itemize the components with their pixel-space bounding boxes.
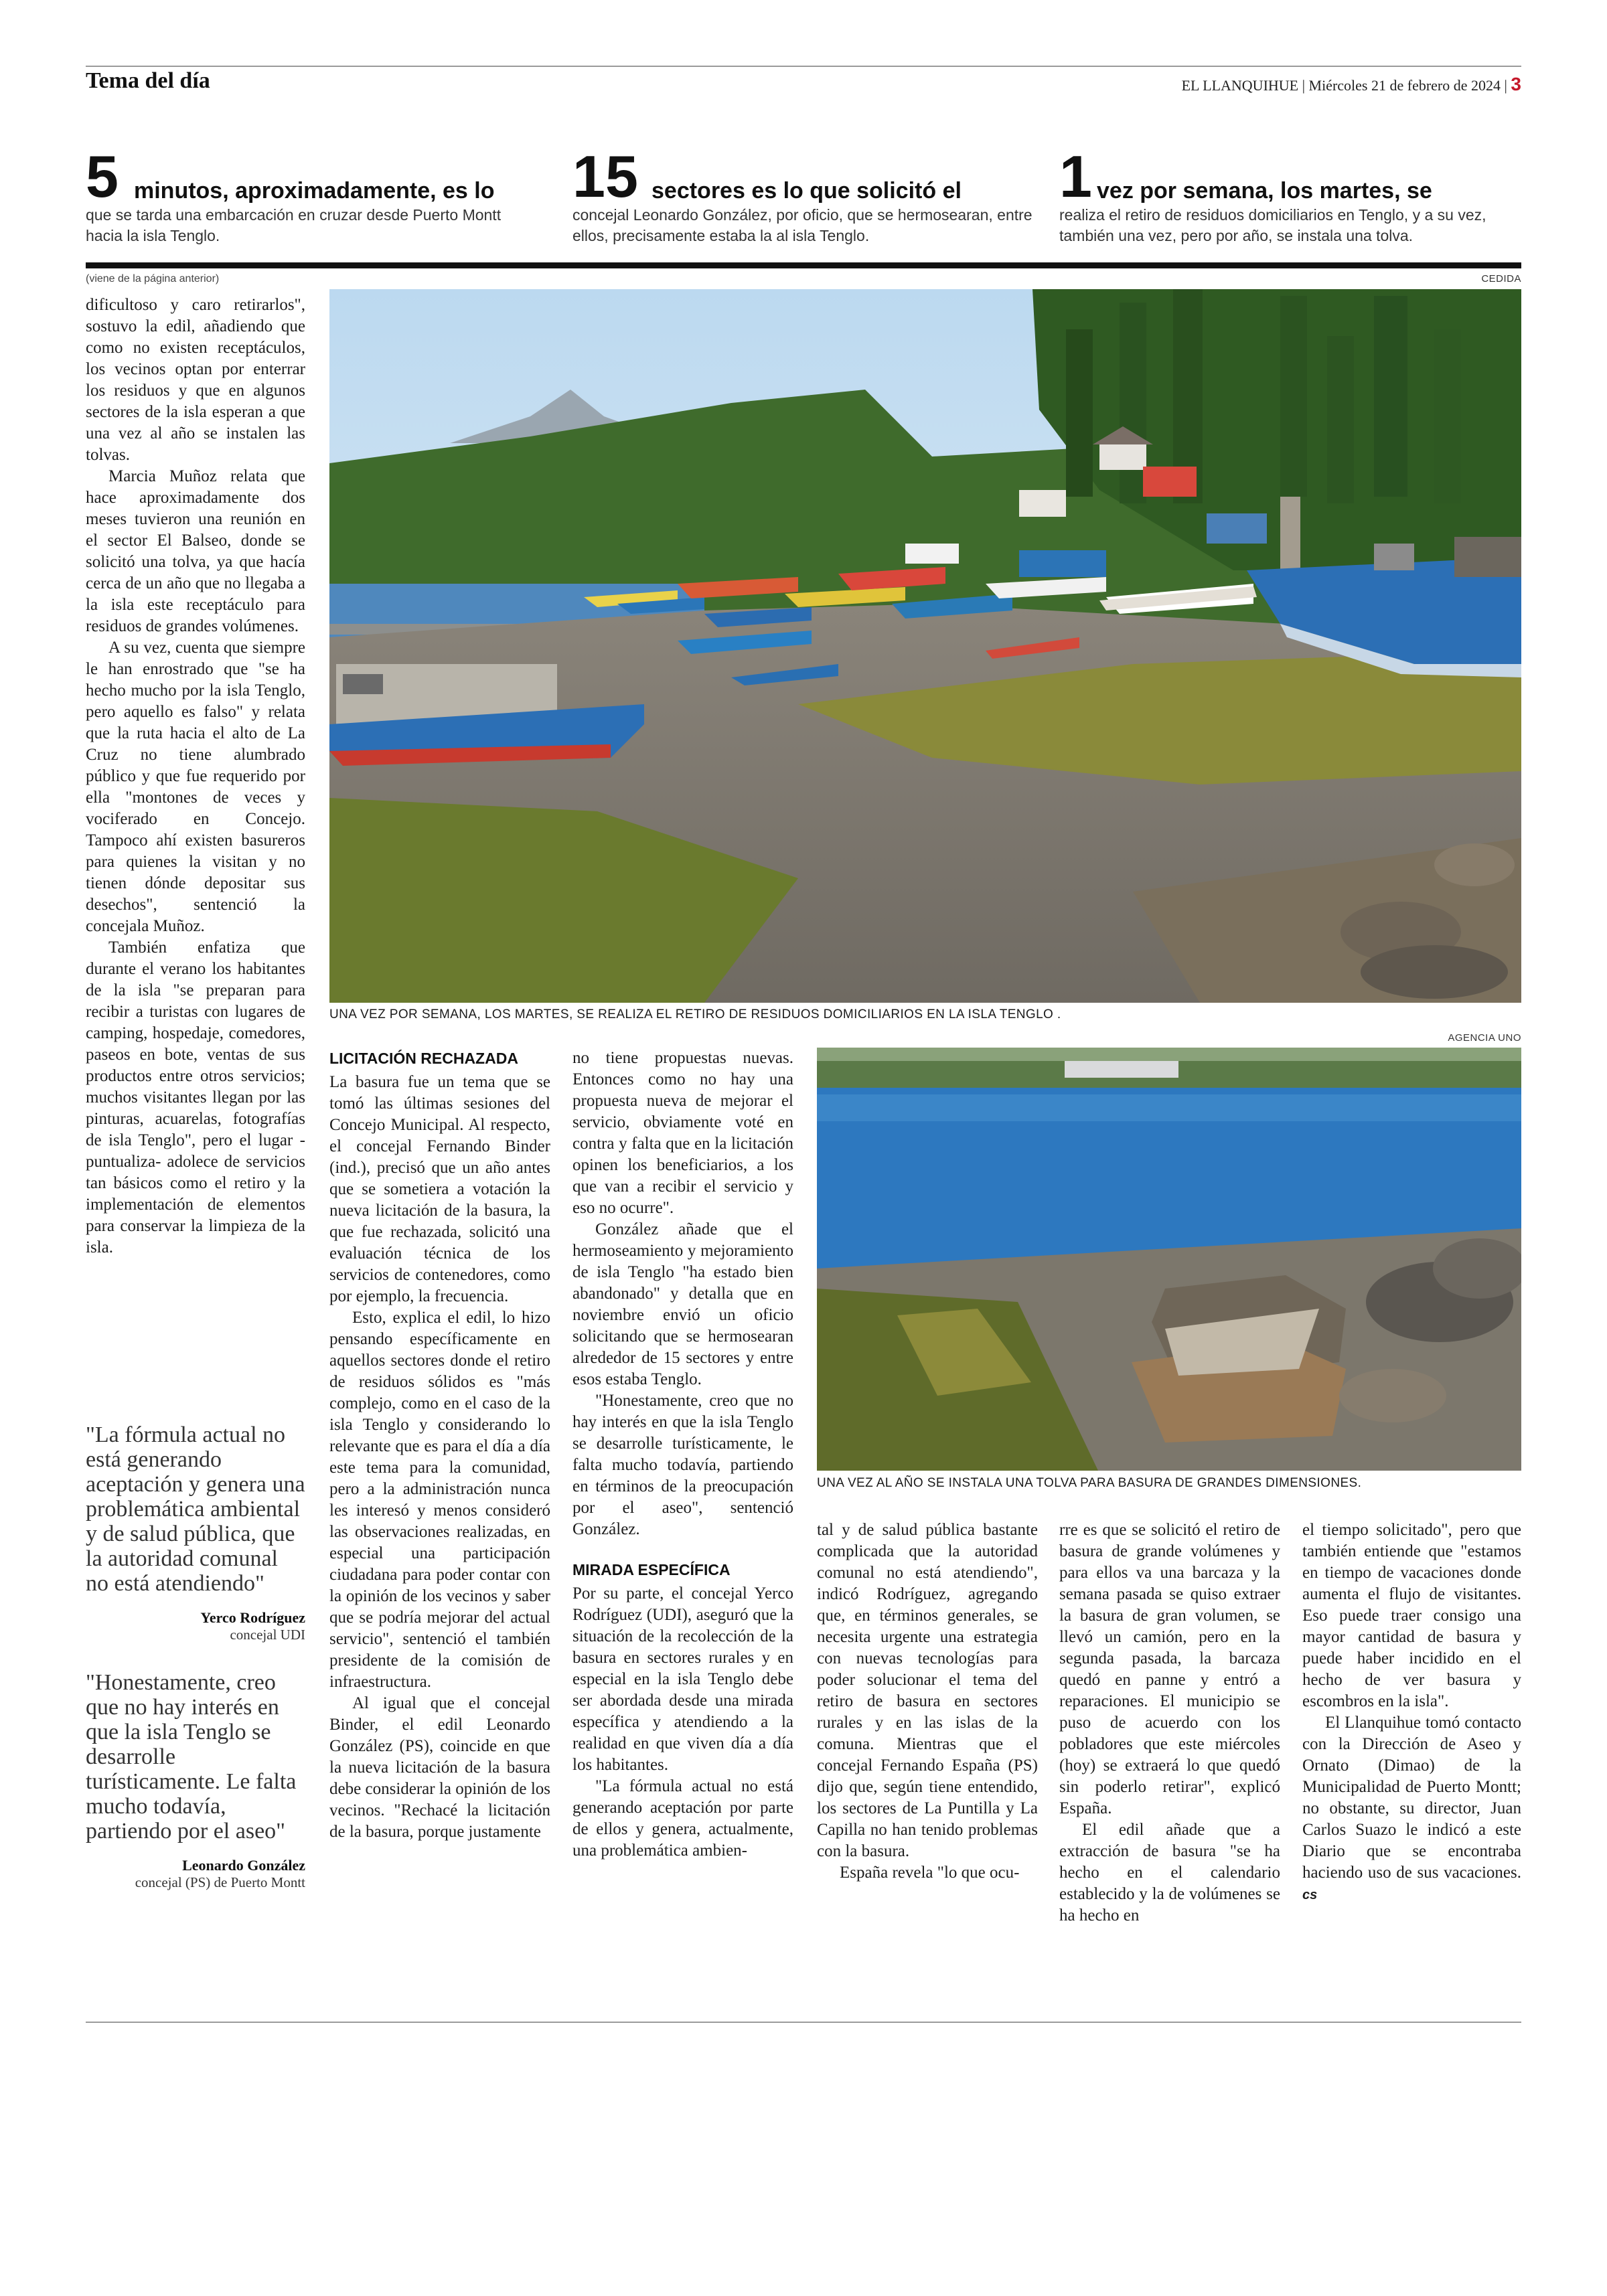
photo-caption: UNA VEZ AL AÑO SE INSTALA UNA TOLVA PARA BASURA DE GRANDES DIMENSIONES.: [817, 1476, 1362, 1490]
quote-author: Yerco Rodríguez: [200, 1609, 305, 1626]
harbor-photo: [329, 289, 1521, 1003]
photo-caption: UNA VEZ POR SEMANA, LOS MARTES, SE REALIZA EL RETIRO DE RESIDUOS DOMICILIARIOS EN LA ISLA TENGLO .: [329, 1007, 1061, 1021]
article-paragraph: La basura fue un tema que se tomó las últimas sesiones del Concejo Municipal. Al respecto, el concejal Fernando Binder (ind.), precisó que un año antes que se sometiera a votación la nueva licitación de la basura, la que fue rechazada, solicitó una evaluación técnica de los servicios de contenedores, como por ejemplo, la frecuencia.: [329, 1073, 550, 1305]
article-paragraph: no tiene propuestas nuevas. Entonces como no hay una propuesta nueva de mejorar el servicio, obviamente voté en contra y falta que en la licitación opinen los beneficiarios, a los que van a recibir el servicio y eso no ocurre".: [572, 1049, 793, 1217]
quote-role: concejal (PS) de Puerto Montt: [135, 1874, 305, 1890]
article-column-5: [1059, 1520, 1280, 1926]
fact-box-2: [572, 143, 1041, 254]
fact-lead: minutos, aproximadamente, es lo: [134, 178, 495, 203]
article-column-3: [572, 1048, 793, 1862]
article-paragraph: González añade que el hermoseamiento y mejoramiento de isla Tenglo "ha estado bien abandonado" y detalla que en noviembre envió un oficio solicitando que se hermosearan alrededor de 15 sectores y entre esos estaba Tenglo.: [572, 1220, 793, 1388]
article-paragraph: Esto, explica el edil, lo hizo pensando específicamente en aquellos sectores donde el retiro de residuos sólidos es "más complejo, como en el caso de la isla Tenglo y considerando lo relevante que es para el día a día este tema para la comunidad, pero a la administración nunca les interesó y menos consideró las observaciones realizadas, en especial una participación ciudadana para poder contar con la opinión de los vecinos y saber que se podría mejorar del actual servicio", sentenció el también presidente de la comisión de infraestructura.: [329, 1309, 550, 1691]
fact-text: realiza el retiro de residuos domiciliarios en Tenglo, y a su vez, también una vez, pero por año, se instala una tolva.: [1059, 206, 1486, 244]
harbor-photo-image: [329, 289, 1521, 1003]
photo-credit: CEDIDA: [1481, 273, 1521, 284]
divider-rule: [86, 262, 1521, 268]
quote-text: "Honestamente, creo que no hay interés en que la isla Tenglo se desarrolle turísticamente. Le falta mucho todavía, partiendo por el aseo": [86, 1670, 297, 1843]
pull-quote-1: [86, 1422, 305, 1643]
fact-text: que se tarda una embarcación en cruzar desde Puerto Montt hacia la isla Tenglo.: [86, 206, 502, 244]
fact-lead: sectores es lo que solicitó el: [652, 178, 962, 203]
article-paragraph: tal y de salud pública bastante complicada que la autoridad comunal no está atendiendo", indicó Rodríguez, agregando que, en términos generales, se necesita urgente una estrategia con nuevas tecnologías para poder solucionar el tema del retiro de basura en sectores rurales y en las islas de la comuna. Mientras que el concejal Fernando España (PS) dijo que, según tiene entendido, los sectores de La Puntilla y La Capilla no han tenido problemas con la basura.: [817, 1521, 1038, 1860]
article-paragraph: rre es que se solicitó el retiro de basura de grande volúmenes y para ellos va una barcaza y la semana pasada se quiso extraer la basura de gran volumen, se llevó un camión, pero en la segunda pasada, la barcaza quedó en panne y entró a reparaciones. El municipio se puso de acuerdo con los pobladores que este miércoles (hoy) se extraerá lo que quedó sin poderlo retirar", explicó España.: [1059, 1521, 1280, 1817]
section-title: Tema del día: [86, 68, 210, 93]
masthead-date: EL LLANQUIHUE | Miércoles 21 de febrero de 2024 |: [1181, 77, 1507, 94]
article-paragraph: "La fórmula actual no está generando aceptación por parte de ellos y genera, actualmente, una problemática ambien-: [572, 1777, 793, 1860]
article-paragraph: A su vez, cuenta que siempre le han enrostrado que "se ha hecho mucho por la isla Tenglo, pero aquello es falso" y relata que la ruta hacia el alto de La Cruz no tiene alumbrado público y que fue requerido por ella "montones de veces y vociferado en Concejo. Tampoco ahí existen basureros para quienes la visitan y no tienen dónde depositar sus desechos", sentenció la concejala Muñoz.: [86, 639, 305, 935]
bottom-rule: [86, 2022, 1521, 2023]
fact-box-3: [1059, 143, 1521, 254]
quote-author: Leonardo González: [182, 1857, 305, 1874]
article-paragraph: También enfatiza que durante el verano los habitantes de la isla "se preparan para recibir a turistas con lugares de camping, hospedaje, comedores, paseos en bote, ventas de sus productos entre otros servicios; muchos visitantes llegan por las pinturas, acuarelas, fotografías de isla Tenglo", pero el lugar -puntualiza- adolece de servicios tan básicos como el retiro y la implementación de elementos para conservar la limpieza de la isla.: [86, 938, 305, 1256]
fact-number: 1: [1059, 143, 1092, 210]
article-paragraph: Por su parte, el concejal Yerco Rodríguez (UDI), aseguró que la situación de la recolección de la basura en sectores rurales y en especial en la isla Tenglo debe ser abordada desde una mirada específica y atendiendo a la realidad en que viven día a día los habitantes.: [572, 1584, 793, 1774]
article-paragraph: dificultoso y caro retirarlos", sostuvo la edil, añadiendo que como no existen receptáculos, los vecinos optan por enterrar los residuos y que en algunos sectores de la isla esperan a que una vez al año se instalen las tolvas.: [86, 296, 305, 464]
fact-text: concejal Leonardo González, por oficio, que se hermosearan, entre ellos, precisamente estaba la al isla Tenglo.: [572, 206, 1032, 244]
end-mark: cs: [1302, 1888, 1318, 1902]
tolva-photo: [817, 1048, 1521, 1471]
article-paragraph: [1302, 1712, 1521, 1906]
continued-note: (viene de la página anterior): [86, 273, 220, 284]
page-number: 3: [1511, 74, 1521, 94]
page-header: [86, 66, 1521, 102]
article-paragraph: España revela "lo que ocu-: [840, 1864, 1020, 1882]
article-paragraph: el tiempo solicitado", pero que también entiende que "estamos en tiempo de vacaciones donde aumenta el flujo de visitantes. Eso puede traer consigo una mayor cantidad de basura y puede haber incidido en el hecho de ver basura y escombros en la isla".: [1302, 1521, 1521, 1710]
subheading: MIRADA ESPECÍFICA: [572, 1561, 731, 1578]
quote-text: "La fórmula actual no está generando aceptación y genera una problemática ambiental y de salud pública, que la autoridad comunal no está atendiendo": [86, 1422, 305, 1596]
article-paragraph: Marcia Muñoz relata que hace aproximadamente dos meses tuvieron una reunión en el sector El Balseo, donde se solicitó una tolva, ya que hacía cerca de un año que no llegaba a la isla este receptáculo para residuos de grandes volúmenes.: [86, 467, 305, 635]
pull-quote-2: [86, 1670, 305, 1891]
article-column-6: [1302, 1520, 1521, 1906]
article-paragraph: Al igual que el concejal Binder, el edil Leonardo González (PS), coincide en que la nueva licitación de la basura debe considerar la opinión de los vecinos. "Rechacé la licitación de la basura, porque justamente: [329, 1694, 550, 1841]
article-paragraph-text: El Llanquihue tomó contacto con la Dirección de Aseo y Ornato (Dimao) de la Municipalidad de Puerto Montt; no obstante, su director, Juan Carlos Suazo le indicó a este Diario que se encontraba haciendo uso de sus vacaciones.: [1302, 1714, 1521, 1882]
fact-number: 5: [86, 143, 119, 210]
masthead: [1182, 74, 1521, 95]
quote-role: concejal UDI: [230, 1627, 305, 1643]
subheading: LICITACIÓN RECHAZADA: [329, 1050, 518, 1067]
article-paragraph: El edil añade que a extracción de basura "se ha hecho en el calendario establecido y la de volúmenes se ha hecho en: [1059, 1821, 1280, 1924]
article-paragraph: "Honestamente, creo que no hay interés en que la isla Tenglo se desarrolle turísticamente, le falta mucho todavía, partiendo en términos de la preocupación por el aseo", sentenció González.: [572, 1392, 793, 1538]
photo-credit: AGENCIA UNO: [1448, 1032, 1521, 1044]
fact-number: 15: [572, 143, 638, 210]
fact-box-1: [86, 143, 548, 254]
tolva-photo-image: [817, 1048, 1521, 1471]
article-column-1: [86, 295, 305, 1258]
article-column-4: [817, 1520, 1038, 1884]
article-column-2: [329, 1048, 550, 1843]
fact-lead: vez por semana, los martes, se: [1097, 178, 1432, 203]
